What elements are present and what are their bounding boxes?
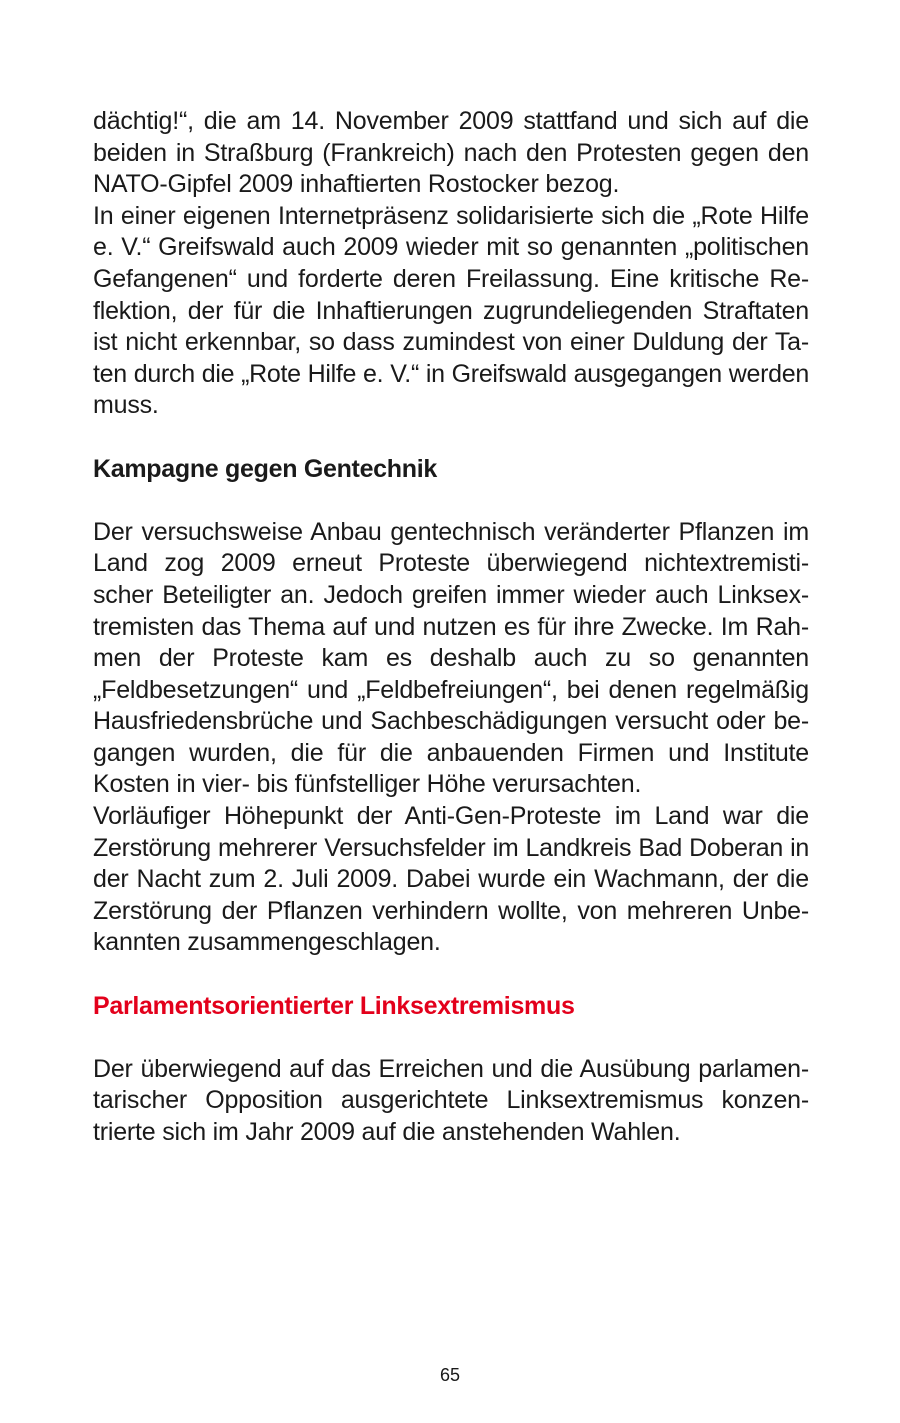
spacer xyxy=(93,1022,809,1054)
text-line: NATO-Gipfel 2009 inhaftierten Rostocker bezog. xyxy=(93,170,620,199)
text-line: der Nacht zum 2. Juli 2009. Dabei wurde ein Wachmann, der die xyxy=(93,865,809,894)
text-line: ten durch die „Rote Hilfe e. V.“ in Greifswald ausgegangen werden xyxy=(93,359,809,388)
text-line: men der Proteste kam es deshalb auch zu so genannten xyxy=(93,644,809,673)
text-line: Der versuchsweise Anbau gentechnisch veränderter Pflanzen im xyxy=(93,517,809,546)
text-line: Land zog 2009 erneut Proteste überwiegend nichtextremisti- xyxy=(93,549,809,578)
text-line: beiden in Straßburg (Frankreich) nach den Protesten gegen den xyxy=(93,138,809,167)
text-line: gangen wurden, die für die anbauenden Firmen und Institute xyxy=(93,738,809,767)
spacer xyxy=(93,959,809,991)
page-body xyxy=(93,106,809,1149)
text-line: Zerstörung der Pflanzen verhindern wollte, von mehreren Unbe- xyxy=(93,896,809,925)
text-line: „Feldbesetzungen“ und „Feldbefreiungen“, bei denen regelmäßig xyxy=(93,675,809,704)
section-heading-parlament: Parlamentsorientierter Linksextremismus xyxy=(93,991,575,1020)
paragraph-p5 xyxy=(93,1054,809,1149)
text-line: Der überwiegend auf das Erreichen und die Ausübung parlamen- xyxy=(93,1054,809,1083)
page-number: 65 xyxy=(439,1365,461,1385)
section-heading-kampagne: Kampagne gegen Gentechnik xyxy=(93,454,437,483)
text-line: kannten zusammengeschlagen. xyxy=(93,928,441,957)
text-line: dächtig!“, die am 14. November 2009 stattfand und sich auf die xyxy=(93,107,809,135)
text-line: ist nicht erkennbar, so dass zumindest von einer Duldung der Ta- xyxy=(93,328,809,357)
text-line: scher Beteiligter an. Jedoch greifen immer wieder auch Linksex- xyxy=(93,580,809,609)
text-line: tarischer Opposition ausgerichtete Linksextremismus konzen- xyxy=(93,1086,809,1115)
paragraph-p3 xyxy=(93,517,809,801)
text-line: flektion, der für die Inhaftierungen zugrundeliegenden Straftaten xyxy=(93,296,809,325)
text-line: Kosten in vier- bis fünfstelliger Höhe verursachten. xyxy=(93,770,642,799)
text-line: Vorläufiger Höhepunkt der Anti-Gen-Proteste im Land war die xyxy=(93,802,809,831)
text-line: e. V.“ Greifswald auch 2009 wieder mit so genannten „politischen xyxy=(93,233,809,262)
spacer xyxy=(93,485,809,517)
text-line: tremisten das Thema auf und nutzen es für ihre Zwecke. Im Rah- xyxy=(93,612,809,641)
paragraph-p1 xyxy=(93,106,809,201)
text-line: Gefangenen“ und forderte deren Freilassung. Eine kritische Re- xyxy=(93,264,809,293)
text-line: In einer eigenen Internetpräsenz solidarisierte sich die „Rote Hilfe xyxy=(93,201,809,230)
spacer xyxy=(93,422,809,454)
paragraph-p4 xyxy=(93,801,809,959)
text-line: Zerstörung mehrerer Versuchsfelder im Landkreis Bad Doberan in xyxy=(93,833,809,862)
paragraph-p2 xyxy=(93,201,809,422)
text-line: muss. xyxy=(93,391,159,420)
text-line: Hausfriedensbrüche und Sachbeschädigungen versucht oder be- xyxy=(93,707,809,736)
text-line: trierte sich im Jahr 2009 auf die anstehenden Wahlen. xyxy=(93,1118,681,1146)
